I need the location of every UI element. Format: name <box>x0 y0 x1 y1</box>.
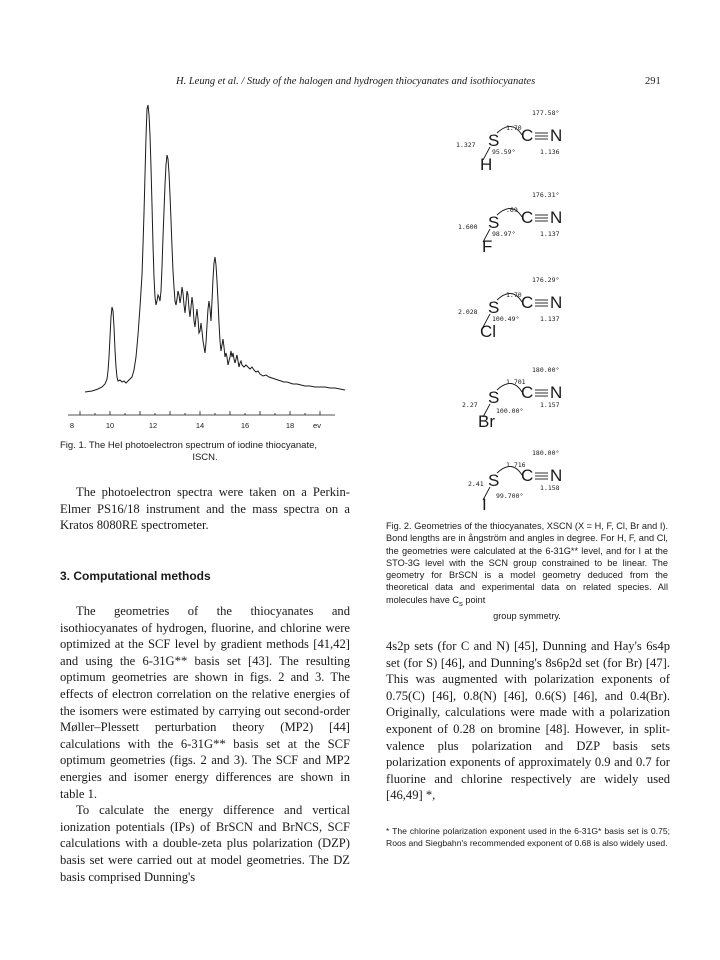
atom-n: N <box>550 466 563 485</box>
molecule-hscn <box>440 105 640 177</box>
molecule-clscn <box>440 272 640 344</box>
atom-x: I <box>482 495 487 514</box>
bond-xs: 2.27 <box>462 401 478 409</box>
paragraph-basis-text: To calculate the energy difference and vertical ionization potentials (IPs) of BrSCN and BrNCS, SCF calculations with a double-zeta plus polarization (DZP) basis set were carried out at model geometries. The DZ basis comprised Dunning's <box>60 803 350 884</box>
atom-n: N <box>550 126 563 145</box>
atom-s: S <box>488 388 500 407</box>
atom-c: C <box>521 208 534 227</box>
bond-sc: 1.70 <box>506 291 522 299</box>
running-title: H. Leung et al. / Study of the halogen and hydrogen thiocyanates and isothiocyanates <box>176 76 536 87</box>
paragraph-methods-text: The geometries of the thiocyanates and isothiocyanates of hydrogen, fluorine, and chlorine were optimized at the SCF level by gradient methods [41,42] and using the 6-31G** basis set [43]. The resulting optimum geometries are shown in figs. 2 and 3. The effects of electron correlation on the relative energies of the isomers were estimated by carrying out second-order Møller–Plessett perturbation theory (MP2) [44] calculations with the 6-31G** basis set at the SCF optimum geometries (figs. 2 and 3). The SCF and MP2 energies and isomer energy differences are shown in table 1. <box>60 604 350 801</box>
figure-2-caption-end: point <box>462 594 486 605</box>
figure-2-caption-last: group symmetry. <box>493 610 561 621</box>
atom-s: S <box>488 471 500 490</box>
paragraph-instruments <box>60 484 350 534</box>
atom-s: S <box>488 213 500 232</box>
bond-xs: 1.600 <box>458 223 478 231</box>
section-heading: 3. Computational methods <box>60 569 211 583</box>
bond-cn: 1.136 <box>540 148 560 156</box>
bond-sc: .69 <box>506 206 518 214</box>
paragraph-right: 4s2p sets (for C and N) [45], Dunning and Hay's 6s4p set (for S) [46], and Dunning's 8s6p2d set (for Br) [47]. This was augmented with polarization exponents of 0.75(C) [46], 0.8(N) [46], 0.6(S) [46], and 0.4(Br). Originally, calculations were made with a polarization exponent of 0.28 on bromine [48]. However, in split-valence plus polarization and DZP basis sets polarization exponents of approximately 0.9 and 0.7 for fluorine and chlorine respectively are widely used [46,49] *, <box>386 639 670 803</box>
atom-n: N <box>550 383 563 402</box>
bond-sc: 1.716 <box>506 461 526 469</box>
tick-label-18: 18 <box>285 421 295 430</box>
photoelectron-spectrum <box>60 95 360 435</box>
angle-xsc: 95.59° <box>492 148 516 156</box>
atom-x: H <box>480 155 493 174</box>
bond-cn: 1.158 <box>540 484 560 492</box>
molecule-brscn <box>440 362 640 434</box>
figure-2-caption-subscript: s <box>459 598 463 608</box>
figure-2-caption-text: Fig. 2. Geometries of the thiocyanates, XSCN (X = H, F, Cl, Br and I). Bond lengths are in ångström and angles in degree. For H, F, and Cl, the geometries were calculated at the 6-31G** level, and for I at the STO-3G level with the SCN group constrained to be linear. The geometry for BrSCN is a model geometry deduced from the theoretical data and experimental data on related species. All molecules have C <box>386 521 668 605</box>
atom-s: S <box>488 298 500 317</box>
spectrum-trace <box>85 105 345 392</box>
tick-label-14: 14 <box>195 421 205 430</box>
bond-xs: 1.327 <box>456 141 476 149</box>
figure-1-caption-line1: Fig. 1. The HeI photoelectron spectrum of iodine thiocyanate, <box>60 440 318 451</box>
bond-sc: 1.701 <box>506 378 526 386</box>
figure-1 <box>60 95 360 435</box>
atom-x: F <box>482 237 493 256</box>
atom-c: C <box>521 466 534 485</box>
atom-n: N <box>550 208 563 227</box>
bond-xs: 2.028 <box>458 308 478 316</box>
angle-top: 180.00° <box>532 366 560 374</box>
angle-xsc: 99.700° <box>496 492 524 500</box>
atom-n: N <box>550 293 563 312</box>
atom-c: C <box>521 293 534 312</box>
angle-top: 180.00° <box>532 449 560 457</box>
axis-unit: ev <box>313 421 321 430</box>
tick-label-16: 16 <box>240 421 250 430</box>
angle-top: 176.31° <box>532 191 560 199</box>
atom-x: Cl <box>480 322 497 341</box>
bond-cn: 1.137 <box>540 230 560 238</box>
paragraph-methods <box>60 603 350 885</box>
figure-2-caption <box>386 520 668 622</box>
bond-sc: 1.70 <box>506 124 522 132</box>
bond-xs: 2.41 <box>468 480 484 488</box>
paragraph-instruments-text: The photoelectron spectra were taken on a Perkin-Elmer PS16/18 instrument and the mass spectra on a Kratos 8080RE spectrometer. <box>60 485 350 533</box>
figure-2 <box>440 100 640 520</box>
atom-c: C <box>521 383 534 402</box>
tick-label-8: 8 <box>69 421 75 430</box>
angle-top: 177.58° <box>532 109 560 117</box>
molecule-iscn <box>440 445 640 517</box>
bond-cn: 1.137 <box>540 315 560 323</box>
molecule-fscn <box>440 187 640 259</box>
figure-1-caption <box>60 440 350 464</box>
footnote: * The chlorine polarization exponent used in the 6-31G* basis set is 0.75; Roos and Siegbahn's recommended exponent of 0.68 is also widely used. <box>386 826 670 848</box>
angle-top: 176.29° <box>532 276 560 284</box>
tick-label-10: 10 <box>105 421 115 430</box>
atom-s: S <box>488 131 500 150</box>
bond-cn: 1.157 <box>540 401 560 409</box>
angle-xsc: 100.00° <box>496 407 524 415</box>
page-number: 291 <box>645 76 661 87</box>
atom-x: Br <box>478 412 495 431</box>
tick-label-12: 12 <box>148 421 158 430</box>
angle-xsc: 100.49° <box>492 315 520 323</box>
tick-marks <box>80 411 320 415</box>
figure-1-caption-line2: ISCN. <box>192 452 218 463</box>
atom-c: C <box>521 126 534 145</box>
angle-xsc: 98.97° <box>492 230 516 238</box>
